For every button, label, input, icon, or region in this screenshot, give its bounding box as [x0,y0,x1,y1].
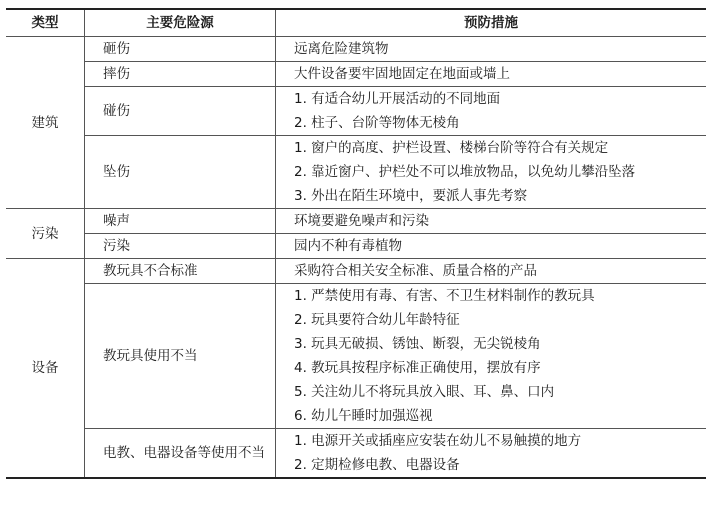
type-cell: 设备 [6,259,85,479]
measures-cell [276,87,707,136]
measure-line: 1. 电源开关或插座应安装在幼儿不易触摸的地方 [294,433,582,449]
measures-cell [276,284,707,429]
table-row [6,429,706,479]
table-row [6,136,706,209]
measure-line: 2. 定期检修电教、电器设备 [294,457,460,473]
measure-line: 3. 玩具无破损、锈蚀、断裂，无尖锐棱角 [294,336,541,352]
measure-line: 2. 靠近窗户、护栏处不可以堆放物品，以免幼儿攀沿坠落 [294,164,636,180]
table-row [6,259,706,284]
measure-line: 6. 幼儿午睡时加强巡视 [294,408,433,424]
measures-cell [276,209,707,234]
hazard-cell: 摔伤 [85,62,276,87]
hazard-prevention-table [6,8,706,479]
hazard-cell: 碰伤 [85,87,276,136]
measures-cell [276,62,707,87]
measure-line: 2. 柱子、台阶等物体无棱角 [294,115,460,131]
measure-line: 3. 外出在陌生环境中，要派人事先考察 [294,188,528,204]
hazard-cell: 教玩具使用不当 [85,284,276,429]
hazard-cell: 污染 [85,234,276,259]
type-cell: 建筑 [6,37,85,209]
header-hazard: 主要危险源 [85,9,276,37]
measures-cell [276,234,707,259]
measure-line: 环境要避免噪声和污染 [294,213,429,229]
table-row [6,37,706,62]
hazard-cell: 噪声 [85,209,276,234]
measure-line: 大件设备要牢固地固定在地面或墙上 [294,66,510,82]
table-row [6,284,706,429]
table-row [6,87,706,136]
table-row [6,209,706,234]
measure-line: 5. 关注幼儿不将玩具放入眼、耳、鼻、口内 [294,384,555,400]
hazard-cell: 电教、电器设备等使用不当 [85,429,276,479]
measure-line: 采购符合相关安全标准、质量合格的产品 [294,263,537,279]
measures-cell [276,136,707,209]
measure-line: 1. 严禁使用有毒、有害、不卫生材料制作的教玩具 [294,288,595,304]
measures-cell [276,429,707,479]
measure-line: 远离危险建筑物 [294,41,389,57]
measures-cell [276,259,707,284]
hazard-cell: 坠伤 [85,136,276,209]
header-type: 类型 [6,9,85,37]
measure-line: 园内不种有毒植物 [294,238,402,254]
hazard-cell: 砸伤 [85,37,276,62]
measure-line: 1. 有适合幼儿开展活动的不同地面 [294,91,501,107]
measure-line: 2. 玩具要符合幼儿年龄特征 [294,312,460,328]
measure-line: 1. 窗户的高度、护栏设置、楼梯台阶等符合有关规定 [294,140,609,156]
measures-cell [276,37,707,62]
measure-line: 4. 教玩具按程序标准正确使用，摆放有序 [294,360,541,376]
header-measures: 预防措施 [276,9,707,37]
table-body [6,37,706,479]
table-header-row [6,9,706,37]
type-cell: 污染 [6,209,85,259]
hazard-cell: 教玩具不合标准 [85,259,276,284]
table-row [6,62,706,87]
table-row [6,234,706,259]
